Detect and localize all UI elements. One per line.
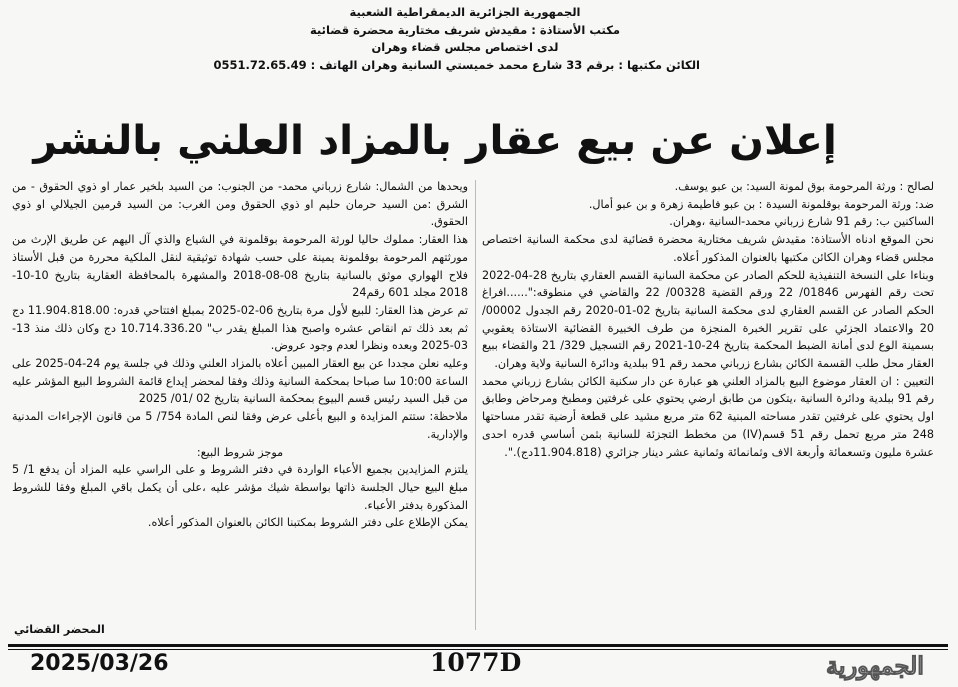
paragraph: ويحدها من الشمال: شارع زرباني محمد- من الجنوب: من السيد بلخير عمار او ذوي الحقوق - من الشرق :من السيد حرمان حليم او ذوي الحقوق ومن الغرب: من السيد قرمين الجيلالي او ذوي الحقوق. (12, 180, 468, 229)
paragraph: يلتزم المزايدين بجميع الأعباء الواردة في دفتر الشروط و على الراسي عليه المزاد أن يدفع 1/ 5 مبلغ البيع حيال الجلسة ذاتها بواسطة شيك مؤشر عليه ،على أن يكمل باقي المبلغ وفقا للشروط المذكورة بدفتر الأعباء. (12, 463, 468, 512)
signature: المحضر القضائي (14, 623, 105, 636)
publication-date: 2025/03/26 (30, 651, 169, 676)
paragraph: ضد: ورثة المرحومة بوقلمونة السيدة : بن عبو فاطيمة زهرة و بن عبو أمال. (588, 197, 934, 211)
header-line-2: مكتب الأستاذة : مقيدش شريف مختارية محضرة قضائية (309, 22, 621, 37)
paragraph: تم عرض هذا العقار: للبيع لأول مرة بتاريخ 06-02-2025 بمبلغ افتتاحي قدره: 11.904.818.00 دج ثم بعد ذلك تم انقاص عشره واصبح هذا المبلغ يقدر ب" 10.714.336.20 دج وكان ذلك منذ 13-03-2025 وبعده ونظرا لعدم وجود عروض. (12, 303, 469, 353)
column-divider (475, 180, 476, 630)
paragraph: ملاحظة: ستتم المزايدة و البيع بأعلى عرض وفقا لنص المادة 754/ 5 من قانون الإجراءات المدنية والإدارية. (12, 410, 469, 441)
issue-number: 1077D (430, 648, 522, 677)
announcement-title: إعلان عن بيع عقار بالمزاد العلني بالنشر (33, 118, 837, 164)
left-column (12, 178, 468, 532)
paragraph: لصالح : ورثة المرحومة بوق لمونة السيد: بن عبو يوسف. (674, 180, 934, 193)
paragraph: هذا العقار: مملوك حاليا لورثة المرحومة بوقلمونة في الشياع والذي آل اليهم عن طريق الإرث من مورثتهم المرحومة بوقلمونة يمينة على حسب شهادة توثيقية لنقل الملكية محررة من قبل الأستاذ فلاح الهواري موثق بالسانية بتاريخ 08-08-2018 والمشهرة بالمحافظة العقارية بتاريخ 10-10-2018 مجلد 601 رقم24 (12, 233, 469, 300)
paragraph: نحن الموقع ادناه الأستاذة: مقيدش شريف مختارية محضرة قضائية لدى محكمة السانية اختصاص مجلس قضاء وهران الكائن مكتبها بالعنوان المذكور أعلاه. (482, 233, 934, 264)
newspaper-logo: الجمهورية (826, 651, 924, 680)
header-line-4: الكائن مكتبها : برقم 33 شارع محمد خميستي السانية وهران الهاتف : 0551.72.65.49 (213, 57, 700, 72)
paragraph: وعليه نعلن مجددا عن بيع العقار المبين أعلاه بالمزاد العلني وذلك في جلسة يوم 24-04-2025 على الساعة 10:00 سا صباحا بمحكمة السانية وذلك وفقا لمحضر إيداع قائمة الشروط البيع المؤشر عليه من قبل السيد رئيس قسم البيوع بمحكمة السانية بتاريخ 02 /01/ 2025 (12, 357, 468, 406)
paragraph: موجز شروط البيع: (196, 445, 284, 459)
header-line-1: الجمهورية الجزائرية الديمقراطية الشعبية (349, 5, 581, 19)
document-header (213, 4, 700, 74)
footer-rule (8, 644, 948, 647)
paragraph: التعيين : ان العقار موضوع البيع بالمزاد العلني هو عبارة عن دار سكنية الكائن بشارع زرباني محمد رقم 91 ببلدية ودائرة السانية ،يتكون من طابق ارضي يحتوي على غرفتين ومطبخ ومرحاض وطابق اول يحتوي على غرفتين تقدر مساحته المبنية 62 متر مربع مشيد على قطعة أرضية تقدر مساحتها 248 متر مربع تحمل رقم 51 قسم(IV) من مخطط التجزئة للسانية بثمن أساسي قدره احدى عشرة مليون وتسعمائة وأربعة الاف وثمانمائة وثمانية عشر دينار جزائري (11.904.818دج).". (482, 374, 935, 459)
paragraph: الساكنين ب: رقم 91 شارع زرباني محمد-السانية ،وهران. (669, 215, 934, 229)
right-column (482, 178, 934, 461)
header-line-3: لدى اختصاص مجلس قضاء وهران (371, 40, 559, 54)
paragraph: يمكن الإطلاع على دفتر الشروط بمكتبنا الكائن بالعنوان المذكور أعلاه. (147, 516, 468, 530)
paragraph: وبناءا على النسخة التنفيذية للحكم الصادر عن محكمة السانية القسم العقاري بتاريخ 28-04-2022 تحت رقم الفهرس 01846/ 22 ورقم القضية 00328/ 22 والقاضي في منطوقه:"......افراغ الحكم الصادر عن القسم العقاري لدى محكمة السانية بتاريخ 02-01-2020 رقم الجدول 00002/ 20 والاعتماد الجزئي على تقرير الخبرة المنجزة من طرف الخبيرة القضائية الاستاذة يعقوبي بسمينة الوع لدى أمانة الضبط المحكمة بتاريخ 24-10-2021 رقم التسجيل 329/ 21 والقضاء ببيع العقار محل طلب القسمة الكائن بشارع زرباني محمد رقم 91 ببلدية ودائرة السانية ولاية وهران. (482, 268, 935, 371)
